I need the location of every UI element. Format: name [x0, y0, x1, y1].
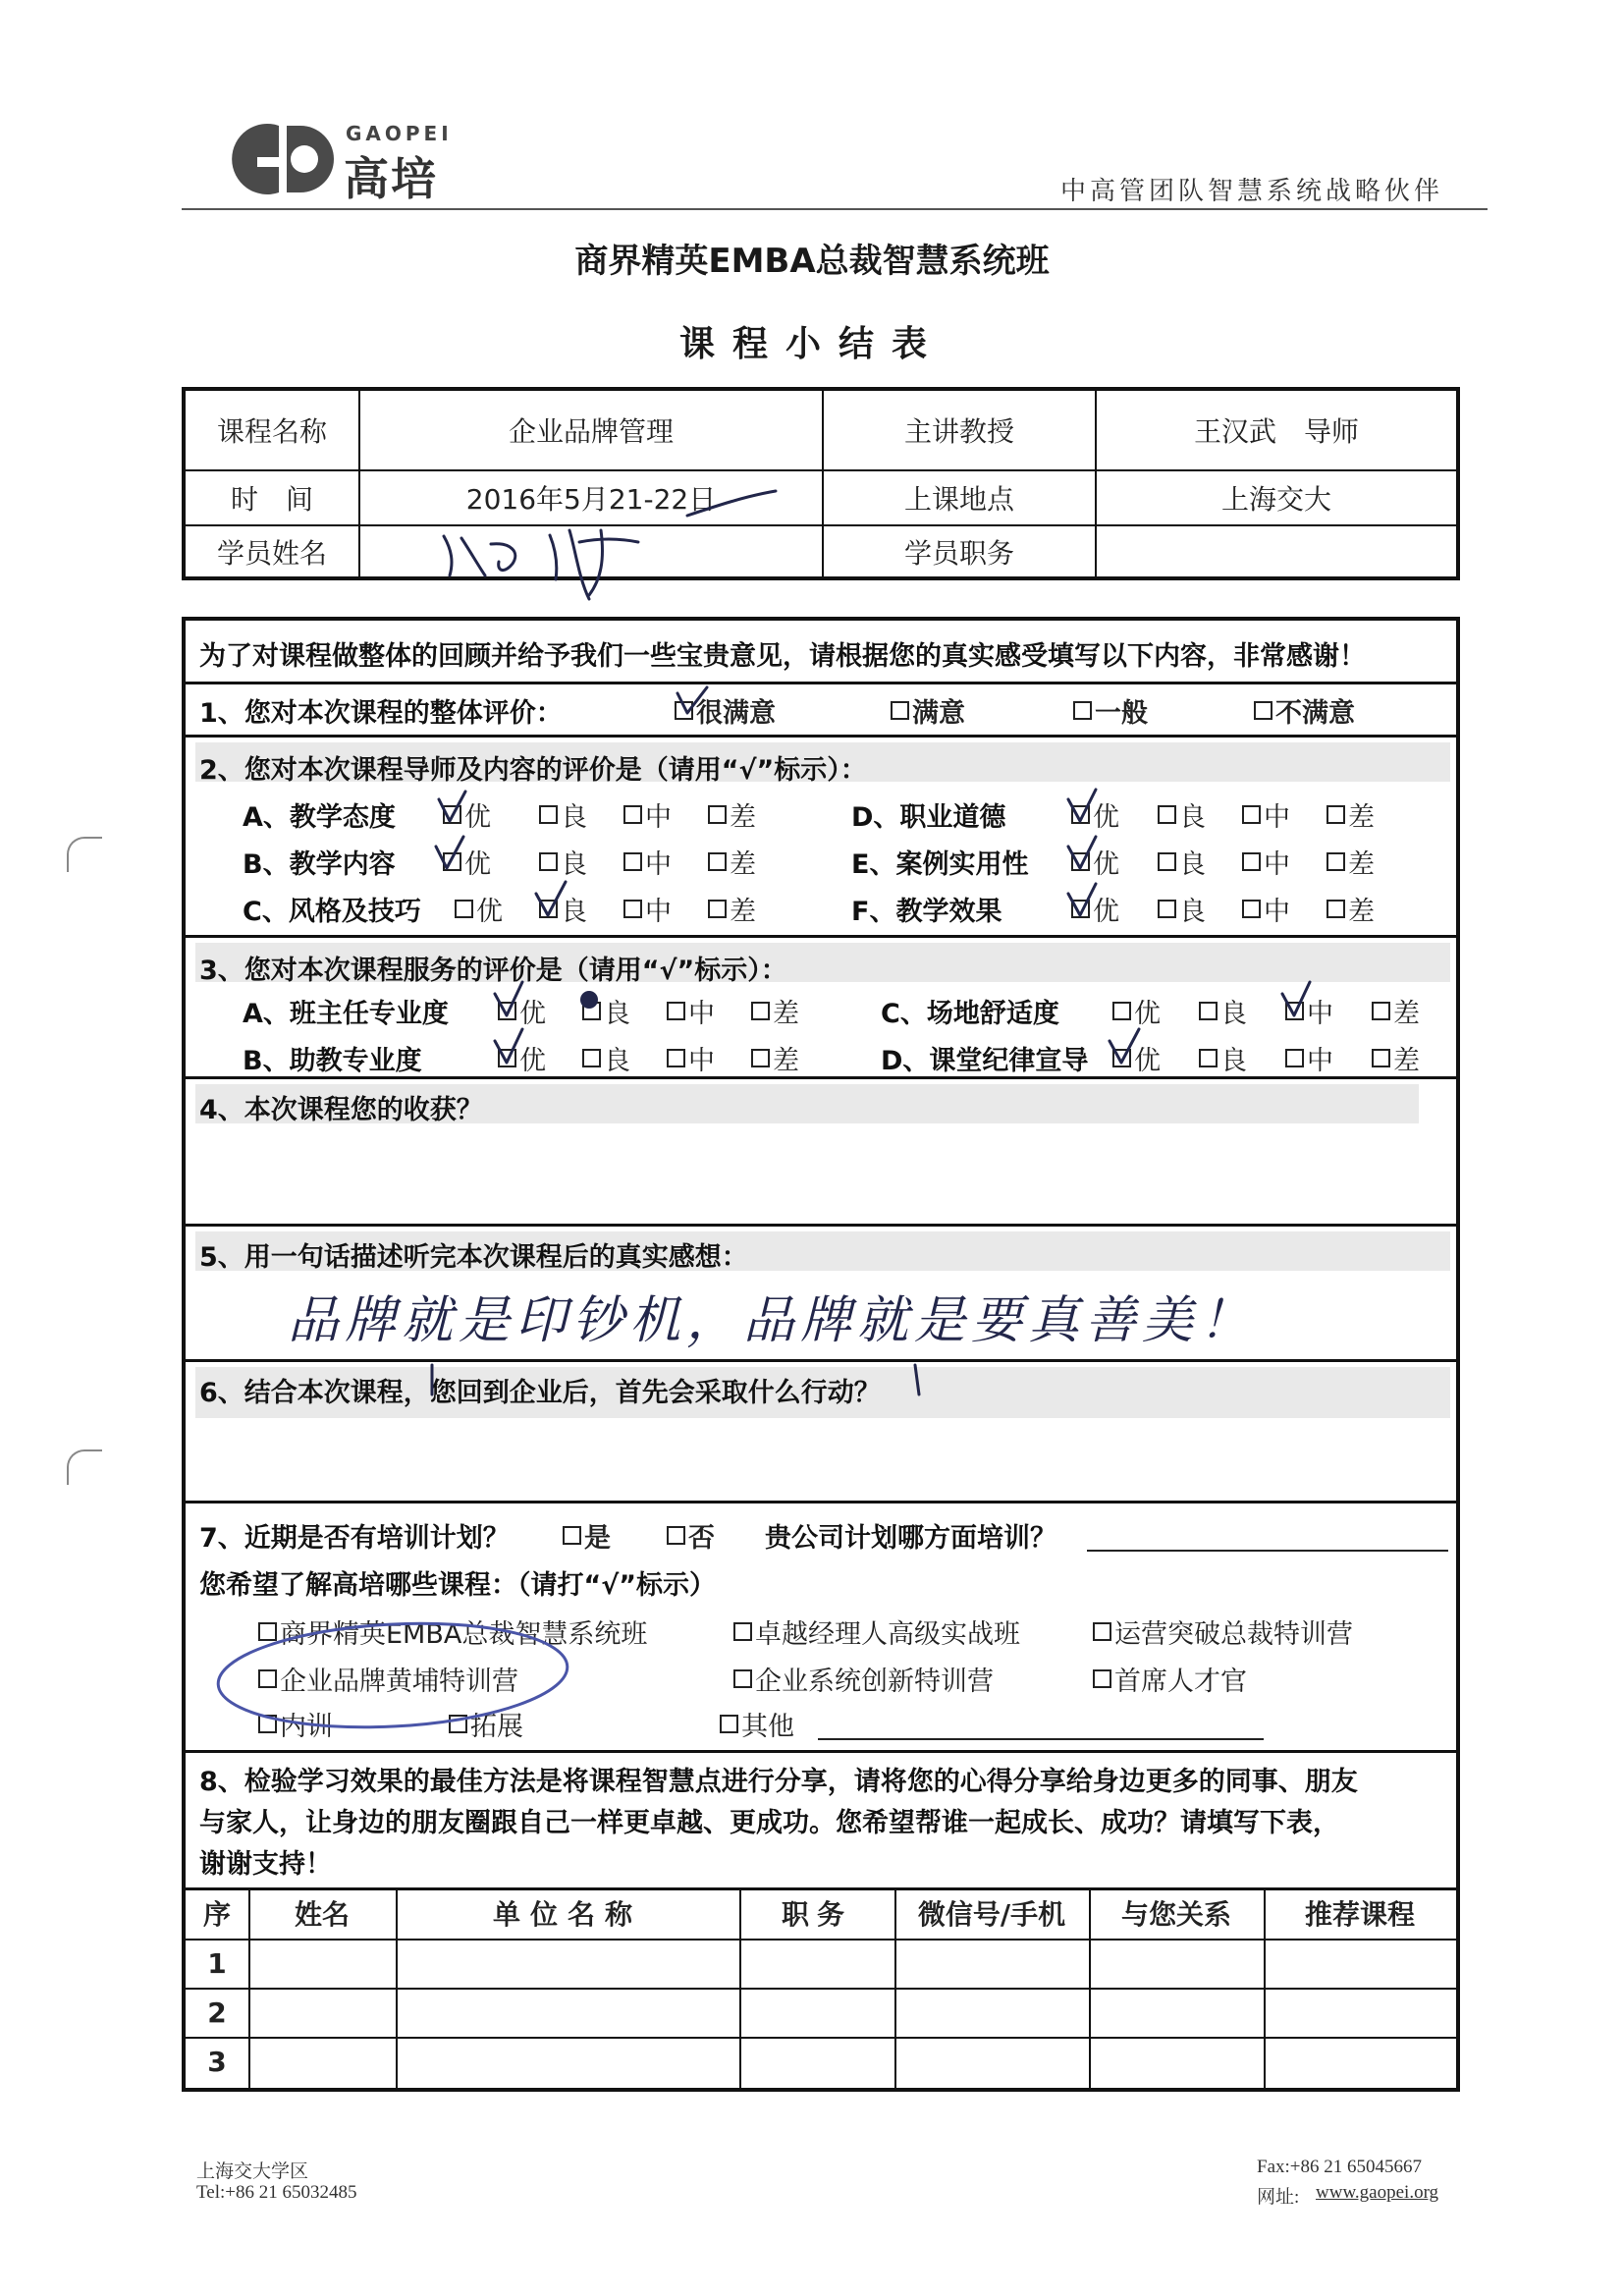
q2-b-fair[interactable]: 中 [623, 843, 672, 881]
q2-a-poor[interactable]: 差 [708, 795, 756, 834]
q2-b-excellent[interactable]: 优 [443, 843, 491, 881]
q3-item-head-teacher: A、班主任专业度 [243, 999, 449, 1029]
q2-f-fair[interactable]: 中 [1242, 890, 1290, 928]
table-row-index: 2 [207, 1995, 227, 2029]
q2-item-style-skills: C、风格及技巧 [243, 897, 421, 927]
q7-courses-label: 您希望了解高培哪些课程：（请打“√”标示） [199, 1570, 716, 1601]
q1-option-satisfied[interactable]: 满意 [891, 691, 965, 730]
q8-text-line3: 谢谢支持！ [199, 1849, 332, 1880]
q2-item-professional-ethics: D、职业道德 [851, 802, 1006, 833]
q8-text-line1: 8、检验学习效果的最佳方法是将课程智慧点进行分享，请将您的心得分享给身边更多的同事、朋友 [199, 1767, 1358, 1797]
col-header-name: 姓名 [294, 1898, 350, 1931]
course-other-field[interactable] [818, 1738, 1264, 1740]
q2-d-poor[interactable]: 差 [1326, 795, 1375, 834]
q2-d-good[interactable]: 良 [1158, 795, 1206, 834]
col-header-company: 单位名称 [492, 1898, 642, 1931]
course-option-operations[interactable]: 运营突破总裁特训营 [1093, 1613, 1353, 1651]
q2-e-excellent[interactable]: 优 [1071, 843, 1119, 881]
q3-item-class-discipline: D、课堂纪律宣导 [881, 1046, 1089, 1076]
q3-a-fair[interactable]: 中 [667, 992, 715, 1030]
q7-label: 7、近期是否有培训计划？ [199, 1523, 510, 1554]
q7-yes-option[interactable]: 是 [563, 1516, 611, 1555]
course-option-cho[interactable]: 首席人才官 [1093, 1660, 1247, 1698]
q3-d-good[interactable]: 良 [1199, 1039, 1247, 1077]
q2-c-good[interactable]: 良 [539, 890, 587, 928]
q6-answer-field[interactable] [195, 1422, 1450, 1497]
q2-b-poor[interactable]: 差 [708, 843, 756, 881]
student-position-field[interactable] [1097, 526, 1456, 576]
q3-item-venue-comfort: C、场地舒适度 [881, 999, 1059, 1029]
q2-d-fair[interactable]: 中 [1242, 795, 1290, 834]
course-name-label: 课程名称 [216, 415, 327, 448]
logo-text-en: GAOPEI [346, 122, 453, 145]
page-subtitle: 课程小结表 [678, 324, 945, 364]
q2-b-good[interactable]: 良 [539, 843, 587, 881]
course-option-manager[interactable]: 卓越经理人高级实战班 [733, 1613, 1020, 1651]
student-name-field[interactable] [360, 526, 822, 576]
q2-f-excellent[interactable]: 优 [1071, 890, 1119, 928]
q7-no-option[interactable]: 否 [667, 1516, 715, 1555]
q7-which-label: 贵公司计划哪方面培训？ [765, 1523, 1056, 1554]
place-value: 上海交大 [1220, 483, 1331, 516]
footer-campus: 上海交大学区 [196, 2161, 309, 2182]
q2-d-excellent[interactable]: 优 [1071, 795, 1119, 834]
header-divider [182, 208, 1488, 210]
q3-d-fair[interactable]: 中 [1285, 1039, 1333, 1077]
q2-item-case-practicality: E、案例实用性 [851, 849, 1029, 880]
table-row-index: 3 [207, 2045, 227, 2078]
q3-a-poor[interactable]: 差 [751, 992, 799, 1030]
place-label: 上课地点 [903, 483, 1014, 516]
punch-hole-mark [67, 1449, 102, 1485]
survey-intro: 为了对课程做整体的回顾并给予我们一些宝贵意见，请根据您的真实感受填写以下内容，非常感谢！ [199, 641, 1366, 672]
q2-a-good[interactable]: 良 [539, 795, 587, 834]
table-row-index: 1 [207, 1946, 227, 1980]
time-value: 2016年5月21-22日 [465, 483, 717, 516]
q2-a-excellent[interactable]: 优 [443, 795, 491, 834]
q6-label: 6、结合本次课程，您回到企业后，首先会采取什么行动？ [199, 1378, 881, 1408]
q1-option-unsatisfied[interactable]: 不满意 [1254, 691, 1355, 730]
course-option-other[interactable]: 其他 [720, 1705, 794, 1743]
q1-option-average[interactable]: 一般 [1073, 691, 1148, 730]
punch-hole-mark [67, 837, 102, 872]
q2-e-good[interactable]: 良 [1158, 843, 1206, 881]
q3-c-good[interactable]: 良 [1199, 992, 1247, 1030]
q5-handwritten-answer[interactable]: 品牌就是印钞机，品牌就是要真善美！ [288, 1291, 1257, 1350]
q7-which-field[interactable] [1087, 1550, 1448, 1552]
q2-e-poor[interactable]: 差 [1326, 843, 1375, 881]
q3-b-excellent[interactable]: 优 [498, 1039, 546, 1077]
q8-text-line2: 与家人，让身边的朋友圈跟自己一样更卓越、更成功。您希望帮谁一起成长、成功？请填写下表， [199, 1808, 1339, 1838]
q2-item-teaching-effect: F、教学效果 [851, 897, 1002, 927]
q3-c-excellent[interactable]: 优 [1112, 992, 1161, 1030]
professor-label: 主讲教授 [903, 415, 1014, 448]
referral-table [186, 1887, 1456, 2088]
q3-b-fair[interactable]: 中 [667, 1039, 715, 1077]
q2-item-teaching-attitude: A、教学态度 [243, 802, 396, 833]
course-option-brand[interactable]: 企业品牌黄埔特训营 [258, 1660, 518, 1698]
survey-form [182, 617, 1460, 2092]
q2-f-good[interactable]: 良 [1158, 890, 1206, 928]
course-option-emba[interactable]: 商界精英EMBA总裁智慧系统班 [258, 1613, 647, 1651]
col-header-wechat-phone: 微信号/手机 [917, 1898, 1066, 1931]
footer-tel: Tel:+86 21 65032485 [196, 2182, 357, 2203]
q2-c-fair[interactable]: 中 [623, 890, 672, 928]
q3-a-good[interactable]: 良 [582, 992, 630, 1030]
q3-label: 3、您对本次课程服务的评价是（请用“√”标示）： [199, 956, 787, 986]
professor-value: 王汉武 导师 [1193, 415, 1359, 448]
student-position-label: 学员职务 [903, 536, 1014, 570]
q3-a-excellent[interactable]: 优 [498, 992, 546, 1030]
q2-a-fair[interactable]: 中 [623, 795, 672, 834]
q3-d-excellent[interactable]: 优 [1112, 1039, 1161, 1077]
course-option-innovation[interactable]: 企业系统创新特训营 [733, 1660, 994, 1698]
course-option-outward[interactable]: 拓展 [449, 1705, 523, 1743]
col-header-recommended-course: 推荐课程 [1304, 1898, 1415, 1931]
tagline: 中高管团队智慧系统战略伙伴 [1060, 177, 1444, 206]
col-header-position: 职务 [781, 1898, 852, 1931]
col-header-relationship: 与您关系 [1120, 1898, 1231, 1931]
q3-c-fair[interactable]: 中 [1285, 992, 1333, 1030]
q2-item-teaching-content: B、教学内容 [243, 849, 396, 880]
footer-fax: Fax:+86 21 65045667 [1257, 2157, 1422, 2177]
q2-c-poor[interactable]: 差 [708, 890, 756, 928]
footer-website-link[interactable]: www.gaopei.org [1316, 2182, 1439, 2203]
q3-d-poor[interactable]: 差 [1372, 1039, 1420, 1077]
q2-e-fair[interactable]: 中 [1242, 843, 1290, 881]
q3-c-poor[interactable]: 差 [1372, 992, 1420, 1030]
q3-b-poor[interactable]: 差 [751, 1039, 799, 1077]
course-info-table [182, 387, 1460, 580]
q1-label: 1、您对本次课程的整体评价： [199, 698, 563, 729]
gaopei-logo-mark-icon [218, 120, 346, 198]
q4-label: 4、本次课程您的收获？ [199, 1095, 483, 1125]
footer-web-label: 网址: [1257, 2187, 1300, 2208]
course-name-value: 企业品牌管理 [508, 415, 674, 448]
q2-label: 2、您对本次课程导师及内容的评价是（请用“√”标示）： [199, 755, 867, 786]
col-header-index: 序 [202, 1898, 231, 1931]
course-option-in-house[interactable]: 内训 [258, 1705, 333, 1743]
q2-c-excellent[interactable]: 优 [455, 890, 503, 928]
q5-label: 5、用一句话描述听完本次课程后的真实感想： [199, 1242, 748, 1273]
q1-option-very-satisfied[interactable]: 很满意 [675, 691, 776, 730]
q4-answer-field[interactable] [195, 1127, 1450, 1220]
time-label: 时 间 [230, 483, 313, 516]
logo-text-cn: 高培 [344, 152, 438, 205]
gaopei-logo [218, 116, 463, 204]
q3-item-assistant: B、助教专业度 [243, 1046, 422, 1076]
page-title: 商界精英EMBA总裁智慧系统班 [574, 242, 1050, 281]
q2-f-poor[interactable]: 差 [1326, 890, 1375, 928]
q3-b-good[interactable]: 良 [582, 1039, 630, 1077]
student-name-label: 学员姓名 [216, 536, 327, 570]
